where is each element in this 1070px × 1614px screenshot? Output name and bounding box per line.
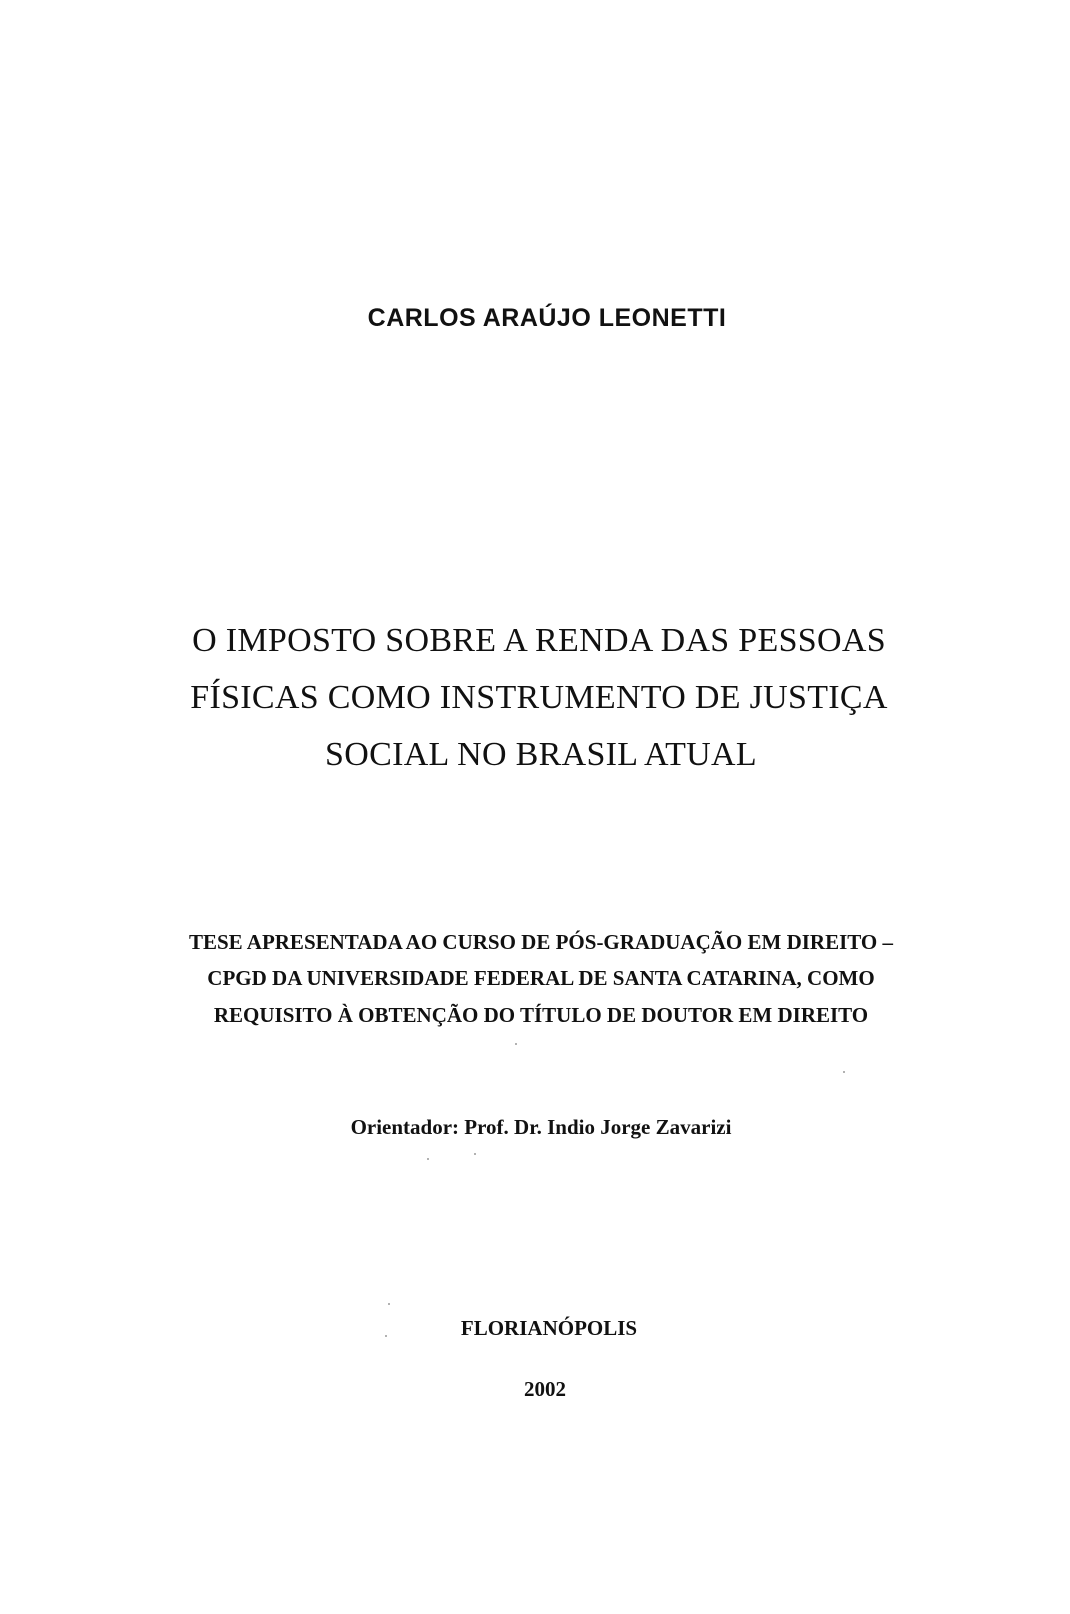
title-line-1: O IMPOSTO SOBRE A RENDA DAS PESSOAS bbox=[192, 622, 886, 659]
scan-speck bbox=[427, 1158, 429, 1160]
author-name: CARLOS ARAÚJO LEONETTI bbox=[367, 304, 727, 332]
thesis-statement-line-1: TESE APRESENTADA AO CURSO DE PÓS-GRADUAÇÃO EM DIREITO – bbox=[188, 930, 893, 954]
title-line-2: FÍSICAS COMO INSTRUMENTO DE JUSTIÇA bbox=[190, 679, 888, 716]
scan-speck bbox=[388, 1303, 390, 1305]
scan-speck bbox=[843, 1071, 845, 1073]
advisor-line: Orientador: Prof. Dr. Indio Jorge Zavarizi bbox=[350, 1115, 732, 1139]
title-line-3: SOCIAL NO BRASIL ATUAL bbox=[325, 736, 757, 773]
city: FLORIANÓPOLIS bbox=[460, 1316, 638, 1340]
scan-speck bbox=[515, 1043, 517, 1045]
year: 2002 bbox=[524, 1377, 566, 1401]
thesis-statement-line-3: REQUISITO À OBTENÇÃO DO TÍTULO DE DOUTOR EM DIREITO bbox=[213, 1003, 869, 1027]
scan-speck bbox=[385, 1335, 387, 1337]
thesis-statement-line-2: CPGD DA UNIVERSIDADE FEDERAL DE SANTA CATARINA, COMO bbox=[207, 966, 875, 990]
scan-speck bbox=[474, 1153, 476, 1155]
